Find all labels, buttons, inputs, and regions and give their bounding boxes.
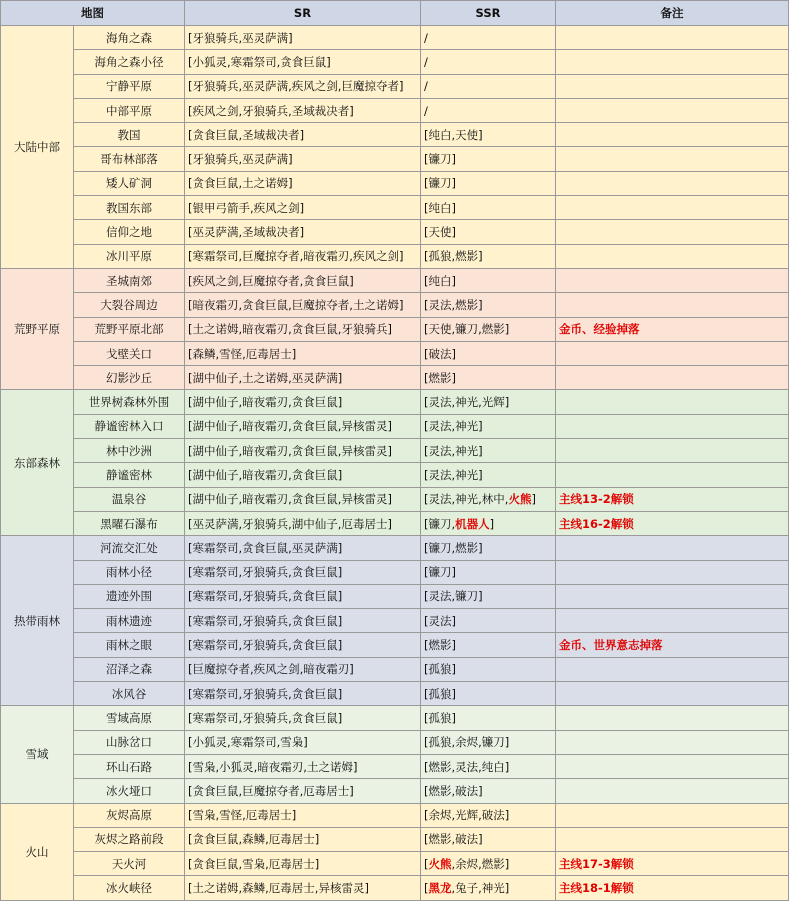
ssr-text: [破法] xyxy=(424,346,456,361)
ssr-text: [镰刀, xyxy=(424,516,456,531)
ssr-cell xyxy=(421,682,556,706)
ssr-text: ,兔子,神光] xyxy=(451,881,510,896)
sr-cell: [雪枭,小狐灵,暗夜霜刃,土之诺姆] xyxy=(185,754,421,778)
ssr-text: [孤狼,余烬,镰刀] xyxy=(424,735,510,750)
map-cell: 静谧密林入口 xyxy=(74,414,185,438)
ssr-text: [纯白] xyxy=(424,200,456,215)
table-row xyxy=(1,98,789,122)
map-cell: 圣城南郊 xyxy=(74,268,185,292)
ssr-text: [天使] xyxy=(424,225,456,240)
note-cell xyxy=(556,268,789,292)
sr-cell: [贪食巨鼠,圣域裁决者] xyxy=(185,123,421,147)
sr-cell: [牙狼骑兵,巫灵萨满] xyxy=(185,26,421,50)
map-cell: 哥布林部落 xyxy=(74,147,185,171)
ssr-text: [镰刀] xyxy=(424,152,456,167)
table-row xyxy=(1,293,789,317)
sr-cell: [巨魔掠夺者,疾风之剑,暗夜霜刃] xyxy=(185,657,421,681)
note-cell xyxy=(556,74,789,98)
table-row xyxy=(1,536,789,560)
table-row xyxy=(1,633,789,657)
map-cell: 黑曜石瀑布 xyxy=(74,511,185,535)
ssr-highlight: 机器人 xyxy=(455,516,490,531)
note-cell xyxy=(556,26,789,50)
ssr-text: ] xyxy=(489,516,495,531)
sr-cell: [寒霜祭司,巨魔掠夺者,暗夜霜刃,疾风之剑] xyxy=(185,244,421,268)
sr-cell: [寒霜祭司,牙狼骑兵,贪食巨鼠] xyxy=(185,682,421,706)
map-cell: 戈壁关口 xyxy=(74,341,185,365)
map-cell: 冰火峡径 xyxy=(74,876,185,900)
ssr-text: [纯白,天使] xyxy=(424,127,483,142)
note-cell xyxy=(556,366,789,390)
note-cell xyxy=(556,779,789,803)
sr-cell: [小狐灵,寒霜祭司,雪枭] xyxy=(185,730,421,754)
table-row xyxy=(1,560,789,584)
sr-cell: [寒霜祭司,牙狼骑兵,贪食巨鼠] xyxy=(185,633,421,657)
ssr-text: / xyxy=(424,79,428,94)
table-row xyxy=(1,220,789,244)
sr-cell: [雪枭,雪怪,厄毒居士] xyxy=(185,803,421,827)
sr-cell: [小狐灵,寒霜祭司,贪食巨鼠] xyxy=(185,50,421,74)
table-row xyxy=(1,171,789,195)
map-cell: 教国东部 xyxy=(74,196,185,220)
ssr-text: [灵法] xyxy=(424,613,456,628)
sr-cell: [贪食巨鼠,森鳞,厄毒居士] xyxy=(185,827,421,851)
table-row xyxy=(1,511,789,535)
map-cell: 荒野平原北部 xyxy=(74,317,185,341)
ssr-highlight: 火熊 xyxy=(508,492,532,507)
table-row xyxy=(1,366,789,390)
note-cell: 主线16-2解锁 xyxy=(556,511,789,535)
table-row xyxy=(1,439,789,463)
sr-cell: [湖中仙子,暗夜霜刃,贪食巨鼠] xyxy=(185,390,421,414)
table-row xyxy=(1,341,789,365)
map-cell: 灰烬之路前段 xyxy=(74,827,185,851)
ssr-text: [灵法,神光,光辉] xyxy=(424,395,510,410)
sr-cell: [森鳞,雪怪,厄毒居士] xyxy=(185,341,421,365)
table-row xyxy=(1,779,789,803)
ssr-cell xyxy=(421,536,556,560)
ssr-cell xyxy=(421,876,556,900)
map-cell: 静谧密林 xyxy=(74,463,185,487)
note-cell xyxy=(556,730,789,754)
table-row xyxy=(1,609,789,633)
note-cell xyxy=(556,706,789,730)
note-cell xyxy=(556,682,789,706)
map-cell: 矮人矿洞 xyxy=(74,171,185,195)
ssr-cell xyxy=(421,779,556,803)
header-note: 备注 xyxy=(556,1,789,26)
sr-cell: [寒霜祭司,牙狼骑兵,贪食巨鼠] xyxy=(185,560,421,584)
note-cell xyxy=(556,171,789,195)
ssr-text: / xyxy=(424,54,428,69)
ssr-cell xyxy=(421,852,556,876)
map-cell: 沼泽之森 xyxy=(74,657,185,681)
ssr-cell xyxy=(421,609,556,633)
map-cell: 温泉谷 xyxy=(74,487,185,511)
note-cell xyxy=(556,827,789,851)
table-row xyxy=(1,584,789,608)
note-cell xyxy=(556,463,789,487)
sr-cell: [湖中仙子,暗夜霜刃,贪食巨鼠,异核雷灵] xyxy=(185,439,421,463)
sr-cell: [牙狼骑兵,巫灵萨满] xyxy=(185,147,421,171)
note-cell xyxy=(556,244,789,268)
ssr-text: [燃影,破法] xyxy=(424,783,483,798)
region-cell: 火山 xyxy=(1,803,74,900)
ssr-highlight: 火熊 xyxy=(428,856,452,871)
map-cell: 雨林之眼 xyxy=(74,633,185,657)
ssr-text: [镰刀,燃影] xyxy=(424,540,483,555)
map-cell: 冰风谷 xyxy=(74,682,185,706)
table-row xyxy=(1,730,789,754)
ssr-cell xyxy=(421,74,556,98)
ssr-highlight: 黑龙 xyxy=(428,881,452,896)
ssr-text: [燃影,破法] xyxy=(424,832,483,847)
map-cell: 冰川平原 xyxy=(74,244,185,268)
sr-cell: [寒霜祭司,贪食巨鼠,巫灵萨满] xyxy=(185,536,421,560)
ssr-text: [灵法,燃影] xyxy=(424,297,483,312)
ssr-cell xyxy=(421,463,556,487)
ssr-text: [孤狼,燃影] xyxy=(424,249,483,264)
map-cell: 山脉岔口 xyxy=(74,730,185,754)
table-row xyxy=(1,803,789,827)
sr-cell: [疾风之剑,巨魔掠夺者,贪食巨鼠] xyxy=(185,268,421,292)
map-cell: 天火河 xyxy=(74,852,185,876)
region-cell: 雪域 xyxy=(1,706,74,803)
ssr-cell xyxy=(421,341,556,365)
table-row xyxy=(1,754,789,778)
ssr-cell xyxy=(421,268,556,292)
table-row xyxy=(1,390,789,414)
table-row xyxy=(1,147,789,171)
ssr-cell xyxy=(421,633,556,657)
ssr-cell xyxy=(421,487,556,511)
sr-cell: [巫灵萨满,圣域裁决者] xyxy=(185,220,421,244)
ssr-cell xyxy=(421,244,556,268)
sr-cell: [贪食巨鼠,雪枭,厄毒居士] xyxy=(185,852,421,876)
header-sr: SR xyxy=(185,1,421,26)
note-cell xyxy=(556,293,789,317)
ssr-cell xyxy=(421,171,556,195)
ssr-cell xyxy=(421,730,556,754)
header-ssr: SSR xyxy=(421,1,556,26)
note-cell: 主线13-2解锁 xyxy=(556,487,789,511)
ssr-cell xyxy=(421,754,556,778)
table-row xyxy=(1,463,789,487)
map-cell: 雪域高原 xyxy=(74,706,185,730)
ssr-cell xyxy=(421,26,556,50)
ssr-text: [天使,镰刀,燃影] xyxy=(424,322,510,337)
table-row xyxy=(1,876,789,900)
ssr-text: [孤狼] xyxy=(424,662,456,677)
table-row xyxy=(1,852,789,876)
sr-cell: [寒霜祭司,牙狼骑兵,贪食巨鼠] xyxy=(185,706,421,730)
ssr-text: [镰刀] xyxy=(424,176,456,191)
ssr-cell xyxy=(421,220,556,244)
note-cell xyxy=(556,657,789,681)
sr-cell: [寒霜祭司,牙狼骑兵,贪食巨鼠] xyxy=(185,584,421,608)
ssr-text: [灵法,神光,林中, xyxy=(424,492,509,507)
map-cell: 雨林小径 xyxy=(74,560,185,584)
table-row xyxy=(1,244,789,268)
note-cell xyxy=(556,123,789,147)
table-row xyxy=(1,26,789,50)
ssr-cell xyxy=(421,50,556,74)
ssr-text: [灵法,镰刀] xyxy=(424,589,483,604)
header-row xyxy=(1,1,789,26)
table-row xyxy=(1,268,789,292)
note-cell xyxy=(556,536,789,560)
note-cell xyxy=(556,803,789,827)
ssr-text: [纯白] xyxy=(424,273,456,288)
map-cell: 中部平原 xyxy=(74,98,185,122)
table-row xyxy=(1,827,789,851)
ssr-cell xyxy=(421,317,556,341)
note-cell xyxy=(556,390,789,414)
map-cell: 信仰之地 xyxy=(74,220,185,244)
sr-cell: [疾风之剑,牙狼骑兵,圣域裁决者] xyxy=(185,98,421,122)
note-cell: 金币、经验掉落 xyxy=(556,317,789,341)
ssr-cell xyxy=(421,147,556,171)
note-cell xyxy=(556,414,789,438)
ssr-text: [孤狼] xyxy=(424,710,456,725)
sr-cell: [暗夜霜刃,贪食巨鼠,巨魔掠夺者,土之诺姆] xyxy=(185,293,421,317)
header-map: 地图 xyxy=(1,1,185,26)
table-row xyxy=(1,414,789,438)
ssr-cell xyxy=(421,196,556,220)
note-cell xyxy=(556,147,789,171)
note-cell xyxy=(556,439,789,463)
ssr-text: ,余烬,燃影] xyxy=(451,856,510,871)
table-row xyxy=(1,123,789,147)
note-cell xyxy=(556,584,789,608)
ssr-cell xyxy=(421,98,556,122)
map-cell: 世界树森林外围 xyxy=(74,390,185,414)
region-cell: 东部森林 xyxy=(1,390,74,536)
ssr-text: [灵法,神光] xyxy=(424,443,483,458)
map-cell: 宁静平原 xyxy=(74,74,185,98)
ssr-cell xyxy=(421,123,556,147)
table-row xyxy=(1,682,789,706)
map-cell: 幻影沙丘 xyxy=(74,366,185,390)
sr-cell: [湖中仙子,暗夜霜刃,贪食巨鼠,异核雷灵] xyxy=(185,487,421,511)
ssr-cell xyxy=(421,439,556,463)
note-cell xyxy=(556,609,789,633)
ssr-text: [灵法,神光] xyxy=(424,467,483,482)
ssr-cell xyxy=(421,584,556,608)
note-cell xyxy=(556,220,789,244)
table-body xyxy=(1,26,789,901)
map-cell: 灰烬高原 xyxy=(74,803,185,827)
ssr-cell xyxy=(421,803,556,827)
map-cell: 雨林遗迹 xyxy=(74,609,185,633)
table-row xyxy=(1,317,789,341)
map-cell: 遗迹外围 xyxy=(74,584,185,608)
ssr-cell xyxy=(421,293,556,317)
table-row xyxy=(1,487,789,511)
ssr-cell xyxy=(421,366,556,390)
note-cell xyxy=(556,98,789,122)
ssr-text: / xyxy=(424,103,428,118)
map-cell: 大裂谷周边 xyxy=(74,293,185,317)
sr-cell: [寒霜祭司,牙狼骑兵,贪食巨鼠] xyxy=(185,609,421,633)
ssr-cell xyxy=(421,511,556,535)
sr-cell: [牙狼骑兵,巫灵萨满,疾风之剑,巨魔掠夺者] xyxy=(185,74,421,98)
map-cell: 河流交汇处 xyxy=(74,536,185,560)
ssr-text: / xyxy=(424,30,428,45)
note-cell xyxy=(556,50,789,74)
note-cell: 主线17-3解锁 xyxy=(556,852,789,876)
map-cell: 教国 xyxy=(74,123,185,147)
map-cell: 林中沙洲 xyxy=(74,439,185,463)
sr-cell: [土之诺姆,森鳞,厄毒居士,异核雷灵] xyxy=(185,876,421,900)
ssr-text: [镰刀] xyxy=(424,565,456,580)
ssr-text: [灵法,神光] xyxy=(424,419,483,434)
ssr-text: [燃影,灵法,纯白] xyxy=(424,759,510,774)
ssr-text: [燃影] xyxy=(424,370,456,385)
ssr-cell xyxy=(421,827,556,851)
region-cell: 荒野平原 xyxy=(1,268,74,389)
sr-cell: [贪食巨鼠,土之诺姆] xyxy=(185,171,421,195)
table-row xyxy=(1,657,789,681)
note-cell xyxy=(556,341,789,365)
region-cell: 热带雨林 xyxy=(1,536,74,706)
region-cell: 大陆中部 xyxy=(1,26,74,269)
ssr-text: [孤狼] xyxy=(424,686,456,701)
table-row xyxy=(1,74,789,98)
note-cell: 金币、世界意志掉落 xyxy=(556,633,789,657)
ssr-cell xyxy=(421,414,556,438)
ssr-text: [ xyxy=(424,856,429,871)
note-cell xyxy=(556,196,789,220)
table-row xyxy=(1,50,789,74)
sr-cell: [湖中仙子,土之诺姆,巫灵萨满] xyxy=(185,366,421,390)
map-cell: 海角之森 xyxy=(74,26,185,50)
table-row xyxy=(1,706,789,730)
ssr-cell xyxy=(421,560,556,584)
note-cell: 主线18-1解锁 xyxy=(556,876,789,900)
note-cell xyxy=(556,754,789,778)
ssr-cell xyxy=(421,657,556,681)
ssr-text: ] xyxy=(531,492,536,507)
map-cell: 冰火垭口 xyxy=(74,779,185,803)
ssr-text: [ xyxy=(424,881,429,896)
sr-cell: [湖中仙子,暗夜霜刃,贪食巨鼠,异核雷灵] xyxy=(185,414,421,438)
sr-cell: [贪食巨鼠,巨魔掠夺者,厄毒居士] xyxy=(185,779,421,803)
table-row xyxy=(1,196,789,220)
ssr-text: [余烬,光辉,破法] xyxy=(424,808,510,823)
ssr-cell xyxy=(421,390,556,414)
ssr-cell xyxy=(421,706,556,730)
sr-cell: [土之诺姆,暗夜霜刃,贪食巨鼠,牙狼骑兵] xyxy=(185,317,421,341)
sr-cell: [巫灵萨满,牙狼骑兵,湖中仙子,厄毒居士] xyxy=(185,511,421,535)
ssr-text: [燃影] xyxy=(424,638,456,653)
note-cell xyxy=(556,560,789,584)
sr-cell: [银甲弓箭手,疾风之剑] xyxy=(185,196,421,220)
sr-cell: [湖中仙子,暗夜霜刃,贪食巨鼠] xyxy=(185,463,421,487)
map-cell: 海角之森小径 xyxy=(74,50,185,74)
map-cell: 环山石路 xyxy=(74,754,185,778)
